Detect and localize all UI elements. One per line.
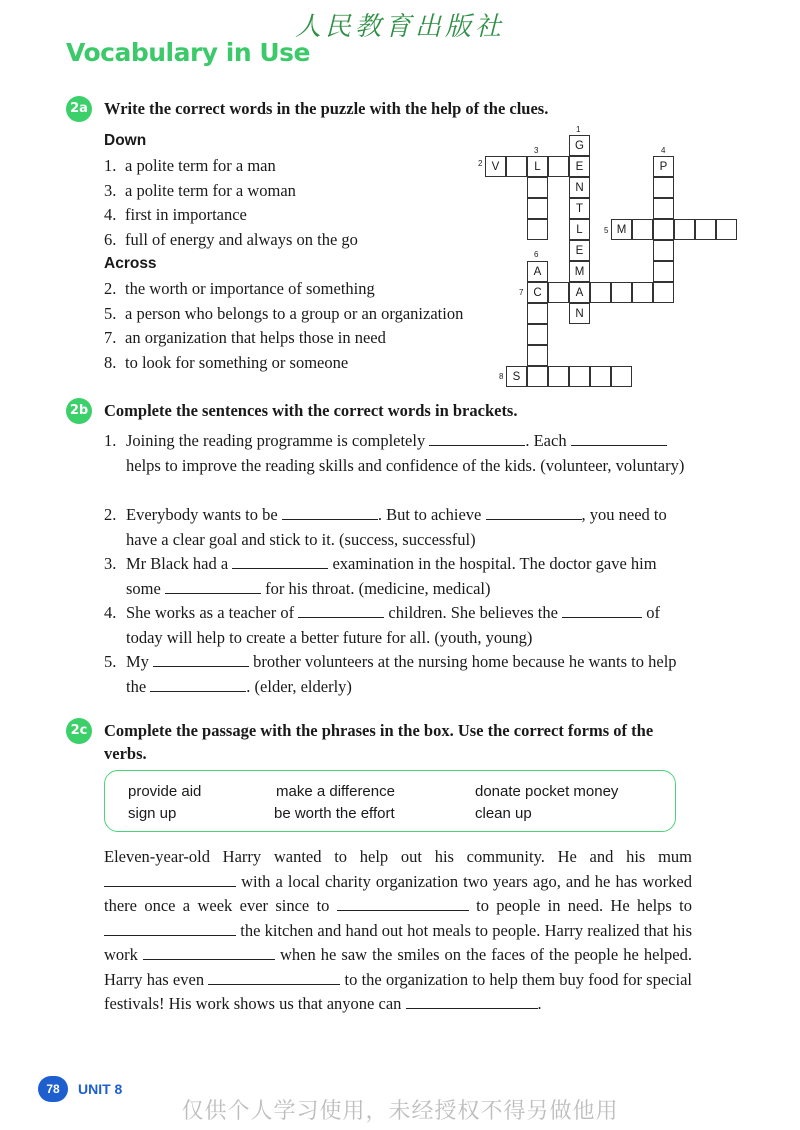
- cell-7across-7[interactable]: [653, 282, 674, 303]
- cell-4down-2[interactable]: [653, 177, 674, 198]
- cell-8across-1[interactable]: S: [506, 366, 527, 387]
- cell-5across-5[interactable]: [695, 219, 716, 240]
- crossword-number-4: 4: [661, 146, 666, 155]
- cell-3down-4[interactable]: [527, 219, 548, 240]
- section-title: Vocabulary in Use: [66, 38, 311, 67]
- cell-8across-3[interactable]: [548, 366, 569, 387]
- crossword-number-8: 8: [499, 372, 504, 381]
- cell-5across-4[interactable]: [674, 219, 695, 240]
- cell-5across-2[interactable]: [632, 219, 653, 240]
- cell-5across-6[interactable]: [716, 219, 737, 240]
- cell-4down-6[interactable]: [653, 261, 674, 282]
- answer-blank[interactable]: [165, 579, 261, 594]
- passage-blank[interactable]: [406, 994, 538, 1009]
- answer-blank[interactable]: [571, 431, 667, 446]
- cell-1down-7[interactable]: M: [569, 261, 590, 282]
- answer-blank[interactable]: [429, 431, 525, 446]
- cell-2across-2[interactable]: [506, 156, 527, 177]
- instruction-2b: Complete the sentences with the correct words in brackets.: [104, 401, 518, 420]
- sentence-5: 5. My brother volunteers at the nursing home because he wants to help the . (elder, elderly): [104, 652, 677, 696]
- crossword-number-7: 7: [519, 288, 524, 297]
- phrase-box: [104, 770, 676, 832]
- clues-down-heading: Down: [104, 132, 147, 149]
- cell-4down-5[interactable]: [653, 240, 674, 261]
- cell-1down-6[interactable]: E: [569, 240, 590, 261]
- cell-7across-4[interactable]: [590, 282, 611, 303]
- page-number: 78: [38, 1076, 68, 1102]
- clue-down-6: 6. full of energy and always on the go: [104, 230, 358, 249]
- clue-across-7: 7. an organization that helps those in need: [104, 328, 386, 347]
- passage: Eleven-year-old Harry wanted to help out his community. He and his mum with a local charity organization two years ago, and he has worked there once a week ever since to to people in need. He helps to the kitchen and hand out hot meals to people. Harry realized that his work when he saw the smiles on the faces of the people he helped. Harry has even to the organization to help them buy food for special festivals! His work shows us that anyone can .: [104, 847, 692, 1013]
- cell-5across-1[interactable]: M: [611, 219, 632, 240]
- answer-blank[interactable]: [232, 554, 328, 569]
- clue-across-2: 2. the worth or importance of something: [104, 279, 375, 298]
- answer-blank[interactable]: [153, 652, 249, 667]
- phrase-sign-up: sign up: [128, 805, 177, 822]
- crossword-number-1: 1: [576, 125, 581, 134]
- sentence-1: 1. Joining the reading programme is completely . Each helps to improve the reading skills and confidence of the kids. (volunteer, voluntary): [104, 431, 685, 475]
- answer-blank[interactable]: [486, 505, 582, 520]
- instruction-2c: Complete the passage with the phrases in the box. Use the correct forms of the verbs.: [104, 721, 654, 763]
- cell-1down-5[interactable]: L: [569, 219, 590, 240]
- cell-8across-6[interactable]: [611, 366, 632, 387]
- crossword-number-5: 5: [604, 226, 609, 235]
- phrase-donate-pocket-money: donate pocket money: [475, 783, 619, 800]
- passage-blank[interactable]: [104, 921, 236, 936]
- clue-down-4: 4. first in importance: [104, 205, 247, 224]
- phrase-provide-aid: provide aid: [128, 783, 202, 800]
- cell-4down-4[interactable]: [653, 219, 674, 240]
- answer-blank[interactable]: [282, 505, 378, 520]
- cell-8across-5[interactable]: [590, 366, 611, 387]
- passage-blank[interactable]: [208, 970, 340, 985]
- cell-6down-1[interactable]: A: [527, 261, 548, 282]
- cell-6down-5[interactable]: [527, 345, 548, 366]
- clue-across-8: 8. to look for something or someone: [104, 353, 349, 372]
- sentence-3: 3. Mr Black had a examination in the hospital. The doctor gave him some for his throat. (medicine, medical): [104, 554, 657, 598]
- cell-3down-2[interactable]: [527, 177, 548, 198]
- phrase-clean-up: clean up: [475, 805, 532, 822]
- crossword-number-6: 6: [534, 250, 539, 259]
- cell-4down-1[interactable]: P: [653, 156, 674, 177]
- sentence-4: 4. She works as a teacher of children. She believes the of today will help to create a better future for all. (youth, young): [104, 603, 660, 647]
- cell-2across-1[interactable]: V: [485, 156, 506, 177]
- answer-blank[interactable]: [562, 603, 642, 618]
- cell-7across-2[interactable]: [548, 282, 569, 303]
- cell-1down-4[interactable]: T: [569, 198, 590, 219]
- cell-1down-9[interactable]: N: [569, 303, 590, 324]
- cell-7across-5[interactable]: [611, 282, 632, 303]
- crossword-grid: [0, 0, 800, 400]
- watermark: 仅供个人学习使用，未经授权不得另做他用: [181, 1099, 619, 1124]
- cell-6down-2[interactable]: C: [527, 282, 548, 303]
- clue-down-1: 1. a polite term for a man: [104, 156, 276, 175]
- instruction-2a: Write the correct words in the puzzle with the help of the clues.: [104, 99, 549, 118]
- cell-6down-3[interactable]: [527, 303, 548, 324]
- answer-blank[interactable]: [150, 677, 246, 692]
- clues-across-heading: Across: [104, 255, 157, 272]
- cell-1down-3[interactable]: N: [569, 177, 590, 198]
- cell-6down-4[interactable]: [527, 324, 548, 345]
- exercise-badge-2c: 2c: [66, 718, 92, 744]
- answer-blank[interactable]: [298, 603, 384, 618]
- clue-across-5: 5. a person who belongs to a group or an organization: [104, 304, 464, 323]
- exercise-badge-2a: 2a: [66, 96, 92, 122]
- cell-4down-3[interactable]: [653, 198, 674, 219]
- sentence-2: 2. Everybody wants to be . But to achieve , you need to have a clear goal and stick to it. (success, successful): [104, 505, 667, 549]
- cell-1down-8[interactable]: A: [569, 282, 590, 303]
- cell-3down-3[interactable]: [527, 198, 548, 219]
- cell-7across-6[interactable]: [632, 282, 653, 303]
- unit-label: UNIT 8: [78, 1081, 123, 1097]
- clue-down-3: 3. a polite term for a woman: [104, 181, 296, 200]
- passage-blank[interactable]: [337, 896, 469, 911]
- cell-1down-1[interactable]: G: [569, 135, 590, 156]
- cell-8across-4[interactable]: [569, 366, 590, 387]
- crossword-number-3: 3: [534, 146, 539, 155]
- exercise-badge-2b: 2b: [66, 398, 92, 424]
- publisher-logo: 人民教育出版社: [294, 12, 505, 42]
- passage-blank[interactable]: [104, 872, 236, 887]
- passage-blank[interactable]: [143, 945, 275, 960]
- crossword-number-2: 2: [478, 159, 483, 168]
- cell-1down-2[interactable]: E: [569, 156, 590, 177]
- phrase-make-a-difference: make a difference: [276, 783, 395, 800]
- phrase-be-worth-the-effort: be worth the effort: [274, 805, 395, 822]
- cell-8across-2[interactable]: [527, 366, 548, 387]
- cell-3down-1[interactable]: L: [527, 156, 548, 177]
- cell-2across-4[interactable]: [548, 156, 569, 177]
